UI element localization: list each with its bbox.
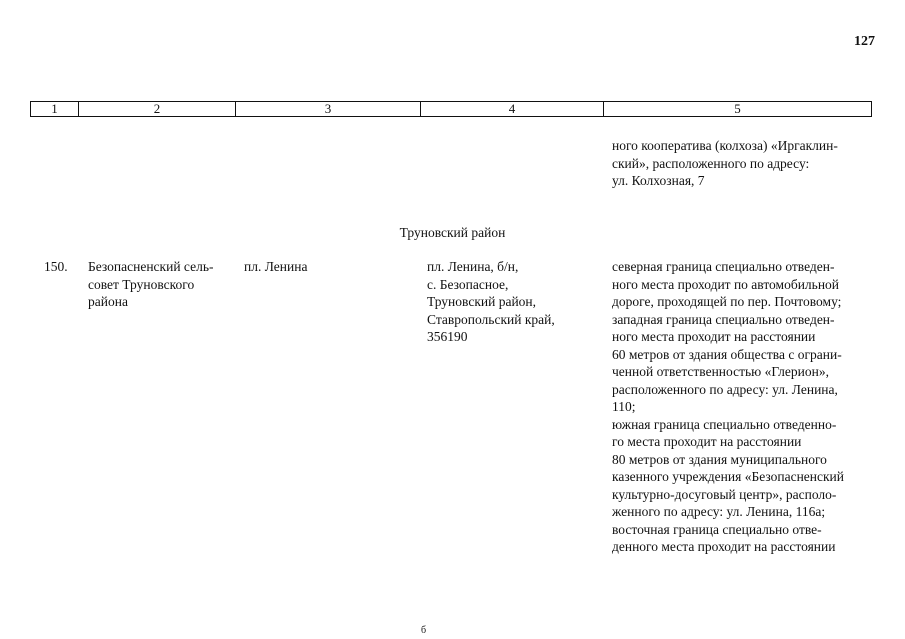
desc-line: восточная граница специально отве- [612,521,822,537]
desc-line: женного по адресу: ул. Ленина, 116а; [612,504,826,519]
address-line: Ставропольский край, [427,311,555,327]
continuation-text [612,137,870,190]
address-line: 356190 [427,329,468,344]
desc-line: расположенного по адресу: ул. Ленина, [612,381,838,397]
bottom-mark: б [421,625,427,636]
desc-line: культурно-досуговый центр», располо- [612,486,837,502]
column-header-5: 5 [734,101,741,116]
continuation-line: ного кооператива (колхоза) «Иргаклин- [612,138,838,153]
entry-name-line: совет Труновского [88,276,195,292]
column-header-3: 3 [236,102,421,116]
desc-line: ного места проходит на расстоянии [612,329,816,344]
column-header-2: 2 [79,102,236,116]
desc-line: 60 метров от здания общества с ограни- [612,346,842,362]
column-header-row [30,101,872,117]
address-line: с. Безопасное, [427,276,509,292]
entry-address [427,258,602,346]
address-line: пл. Ленина, б/н, [427,259,519,274]
desc-line: южная граница специально отведенно- [612,416,837,432]
entry-street: пл. Ленина [244,259,308,274]
entry-name-line: Безопасненский сель- [88,259,214,274]
entry-name [88,258,232,311]
column-header-4: 4 [421,102,604,116]
continuation-line: ский», расположенного по адресу: [612,155,810,171]
entry-number: 150. [44,259,68,274]
entry-description [612,258,870,556]
address-line: Труновский район, [427,294,537,309]
desc-line: казенного учреждения «Безопасненский [612,469,845,484]
column-header-1: 1 [31,102,79,116]
desc-line: ного места проходит по автомобильной [612,276,840,292]
desc-line: северная граница специально отведен- [612,259,835,274]
district-heading: Труновский район [399,225,506,240]
desc-line: 80 метров от здания муниципального [612,451,827,467]
desc-line: ченной ответственностью «Глерион», [612,364,829,379]
desc-line: 110; [612,399,636,414]
desc-line: дороге, проходящей по пер. Почтовому; [612,294,842,309]
desc-line: денного места проходит на расстоянии [612,539,836,554]
page-number: 127 [854,34,875,49]
entry-name-line: района [88,294,128,309]
continuation-line: ул. Колхозная, 7 [612,173,705,188]
desc-line: го места проходит на расстоянии [612,434,802,449]
desc-line: западная граница специально отведен- [612,311,835,327]
